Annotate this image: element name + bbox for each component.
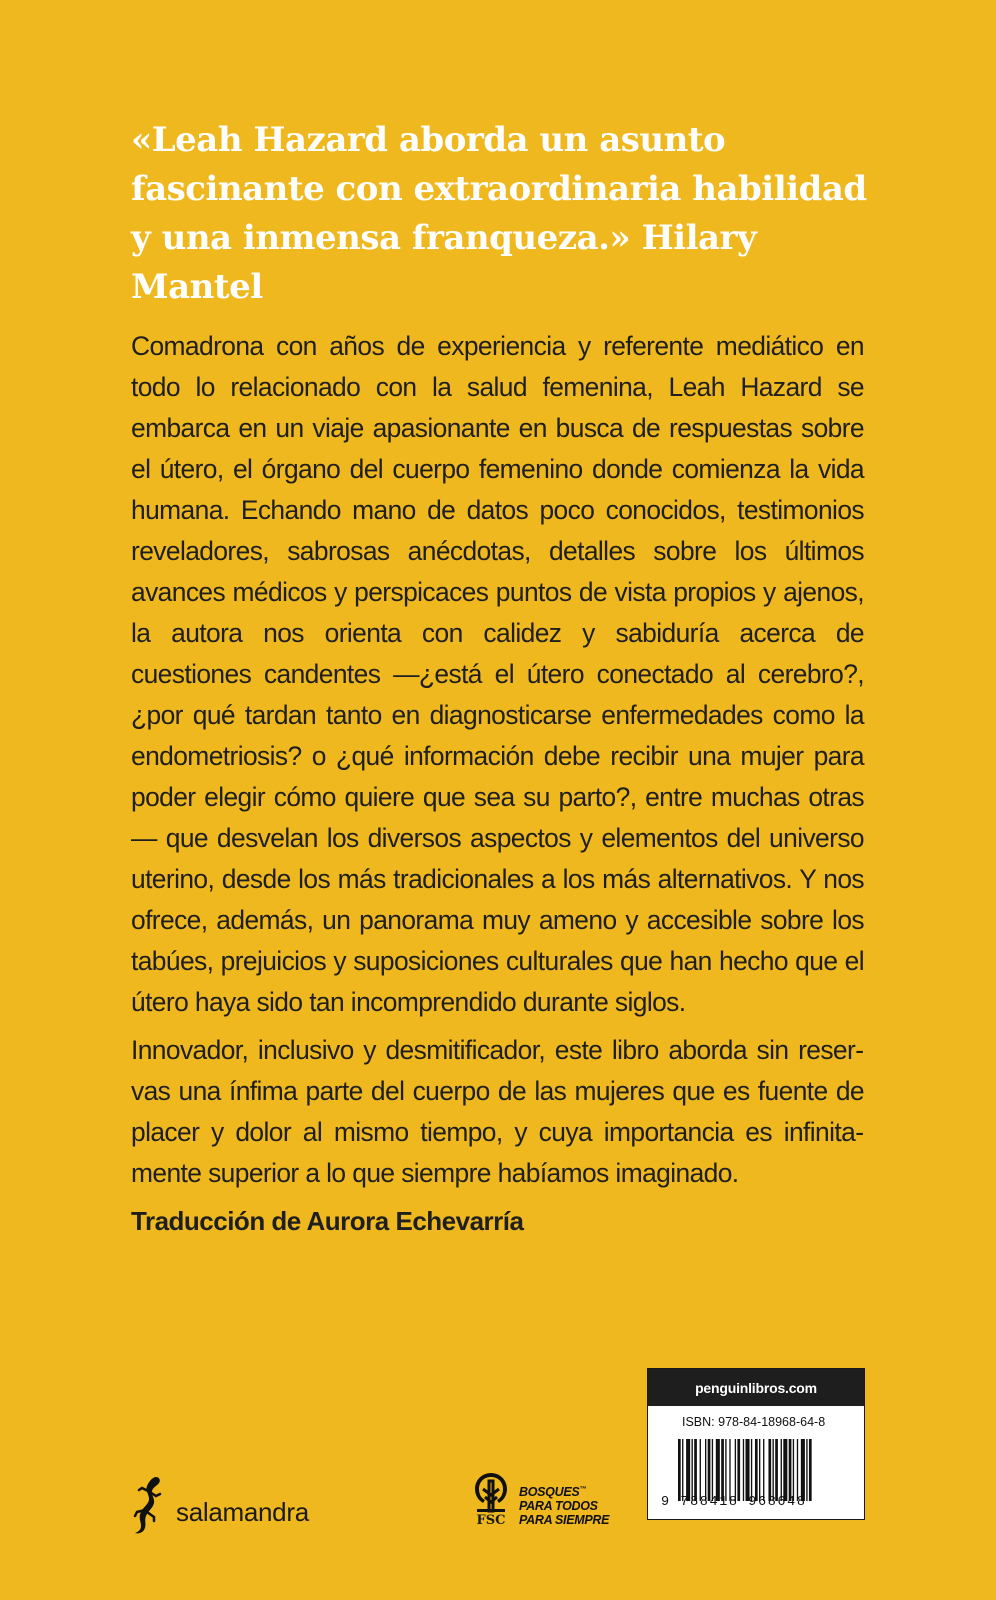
- quote-text: «Leah Hazard aborda un asunto fascinante con extraordinaria habilidad y una inmensa franqueza.»: [131, 120, 867, 258]
- barcode-icon: [678, 1439, 856, 1501]
- isbn-number: ISBN: 978-84-18968-64-8: [682, 1415, 826, 1429]
- salamander-icon: [128, 1474, 170, 1536]
- tree-icon: [469, 1469, 513, 1515]
- publisher-name: salamandra: [176, 1496, 309, 1527]
- cover-quote: [131, 116, 871, 312]
- website-label: penguinlibros.com: [648, 1369, 864, 1406]
- fsc-tm: ™: [579, 1486, 587, 1493]
- translator-credit: Traducción de Aurora Echevarría: [131, 1206, 524, 1236]
- blurb-paragraph-2: Innovador, inclusivo y desmitificador, este libro aborda sin reservas una ínfima parte del cuerpo de las mujeres que es fuente de placer y dolor al mismo tiempo, y cuya importancia es infinitamente superior a lo que siempre habíamos imaginado.: [131, 1035, 864, 1188]
- book-blurb: [131, 326, 864, 1201]
- fsc-logo: [466, 1469, 609, 1535]
- fsc-mark: [466, 1469, 516, 1535]
- fsc-line-3: PARA SIEMPRE: [519, 1513, 610, 1528]
- fsc-line-2: PARA TODOS: [519, 1499, 598, 1514]
- fsc-slogan: [519, 1483, 609, 1527]
- fsc-label: FSC: [476, 1513, 506, 1528]
- publisher-logo: [128, 1473, 309, 1537]
- isbn-box: [647, 1368, 865, 1520]
- barcode-digits: 9 788418 968648: [661, 1495, 807, 1510]
- quote-author: Hilary Mantel: [131, 218, 757, 307]
- blurb-paragraph-1: Comadrona con años de experiencia y referente mediático en todo lo relacionado con la salud femenina, Leah Hazard se embarca en un viaje apasionante en busca de respuestas sobre el útero, el órgano del cuerpo femenino donde comienza la vida humana. Echando mano de datos poco conocidos, testimonios reveladores, sabrosas anécdotas, detalles sobre los últimos avances médicos y perspicaces puntos de vista propios y ajenos, la autora nos orienta con calidez y sabiduría acerca de cuestiones candentes —¿está el útero conectado al cerebro?, ¿por qué tardan tanto en diagnosticarse enfermedades como la endometriosis? o ¿qué información debe recibir una mujer para poder elegir cómo quiere que sea su parto?, entre muchas otras— que desvelan los diversos aspectos y elementos del universo uterino, desde los más tradicionales a los más alternativos. Y nos ofrece, además, un panorama muy ameno y accesible sobre los tabúes, prejuicios y suposiciones culturales que han hecho que el útero haya sido tan incomprendido durante siglos.: [131, 331, 864, 1017]
- fsc-line-1: BOSQUES: [519, 1485, 580, 1500]
